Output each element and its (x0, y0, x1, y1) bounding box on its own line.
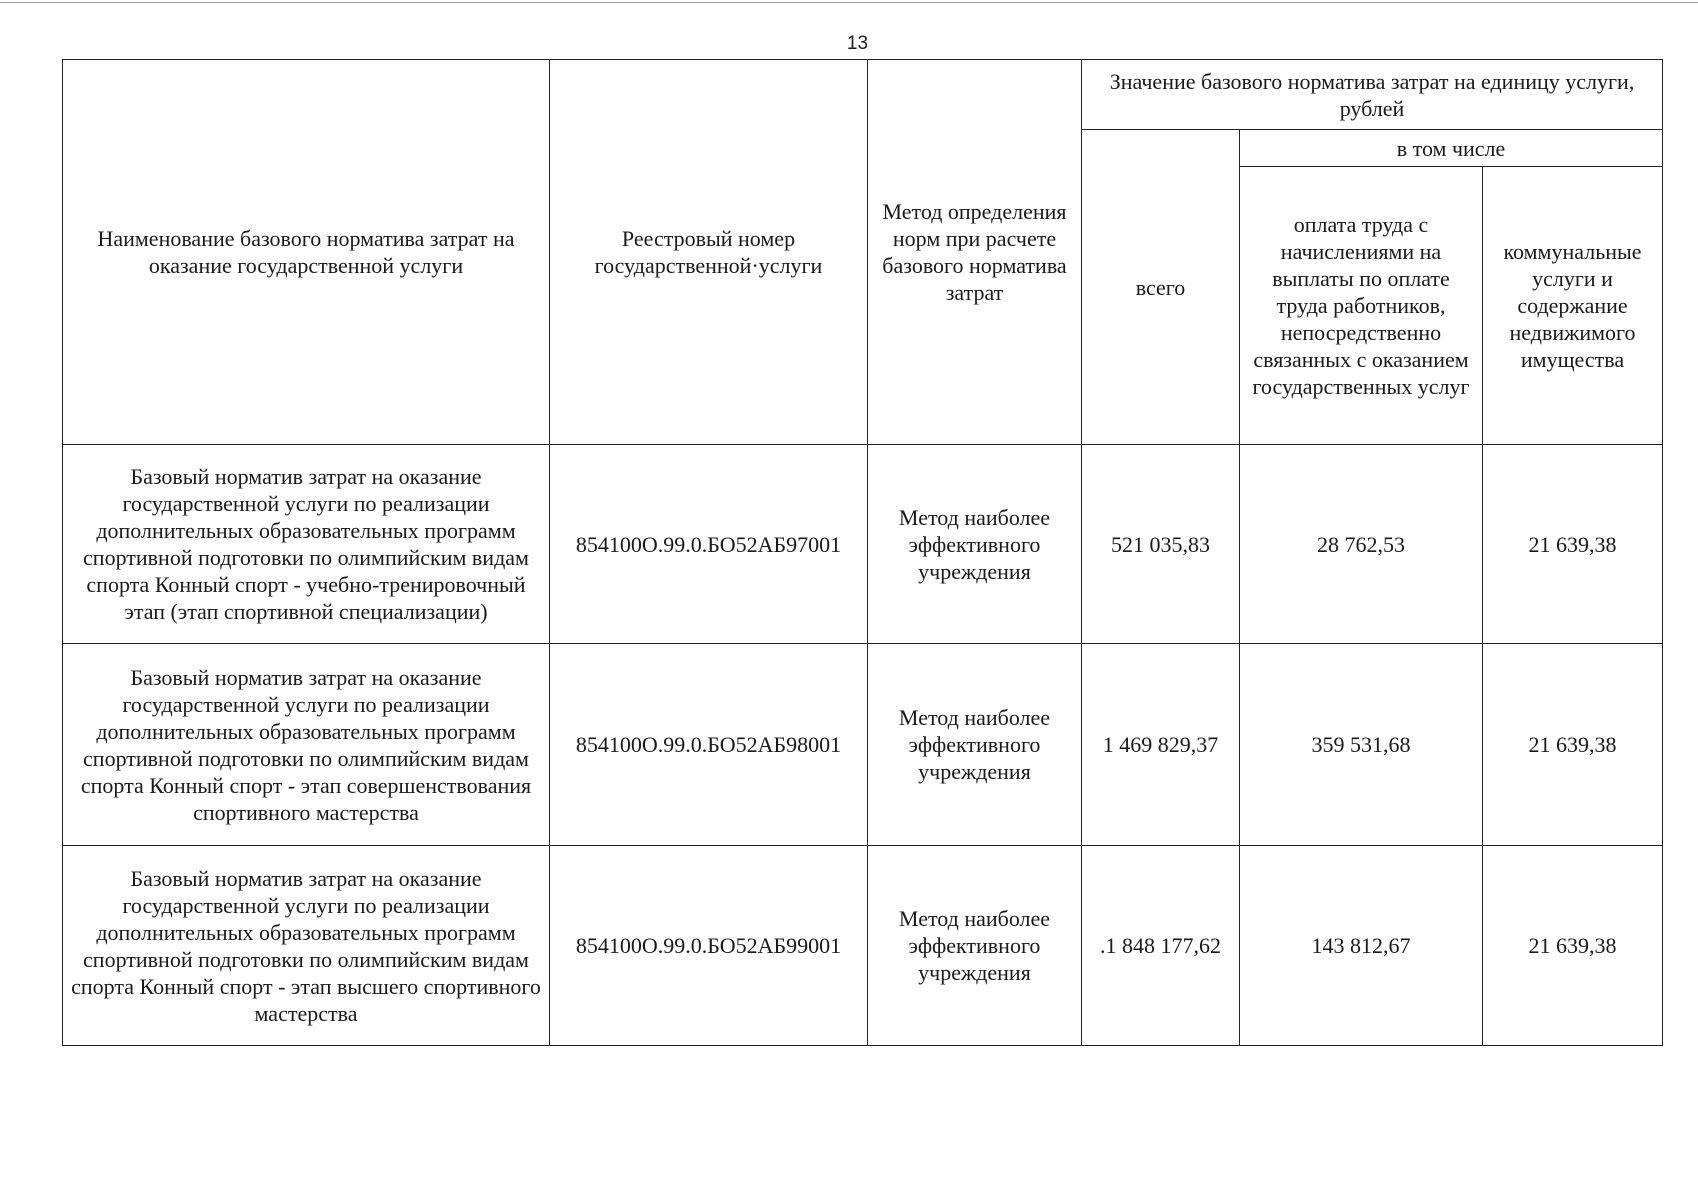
row-method: Метод наиболее эффективного учреждения (868, 445, 1082, 644)
header-total: всего (1082, 130, 1240, 445)
row-method: Метод наиболее эффективного учреждения (868, 846, 1082, 1046)
page-number: 13 (846, 33, 869, 54)
row-registry-number: 854100О.99.0.БО52АБ97001 (550, 445, 868, 644)
row-total: 521 035,83 (1082, 445, 1240, 644)
cost-norms-table (62, 59, 1663, 1046)
row-labor: 359 531,68 (1240, 644, 1483, 846)
header-method: Метод определения норм при расчете базового норматива затрат (868, 60, 1082, 445)
table-row (63, 445, 1663, 644)
row-labor: 28 762,53 (1240, 445, 1483, 644)
row-registry-number: 854100О.99.0.БО52АБ99001 (550, 846, 868, 1046)
row-total: 1 469 829,37 (1082, 644, 1240, 846)
row-method: Метод наиболее эффективного учреждения (868, 644, 1082, 846)
row-name: Базовый норматив затрат на оказание государственной услуги по реализации дополнительных образовательных программ спортивной подготовки по олимпийским видам спорта Конный спорт - этап высшего спортивного мастерства (63, 846, 550, 1046)
table-row (63, 644, 1663, 846)
header-utilities: коммунальные услуги и содержание недвижимого имущества (1483, 167, 1663, 445)
row-labor: 143 812,67 (1240, 846, 1483, 1046)
header-registry-number: Реестровый номер государственной·услуги (550, 60, 868, 445)
header-value-group: Значение базового норматива затрат на единицу услуги, рублей (1082, 60, 1663, 130)
row-utilities: 21 639,38 (1483, 445, 1663, 644)
row-name: Базовый норматив затрат на оказание государственной услуги по реализации дополнительных образовательных программ спортивной подготовки по олимпийским видам спорта Конный спорт - этап совершенствования спортивного мастерства (63, 644, 550, 846)
row-registry-number: 854100О.99.0.БО52АБ98001 (550, 644, 868, 846)
top-rule (0, 2, 1698, 3)
header-including: в том числе (1240, 130, 1663, 167)
row-utilities: 21 639,38 (1483, 644, 1663, 846)
header-labor: оплата труда с начислениями на выплаты по оплате труда работников, непосредственно связанных с оказанием государственных услуг (1240, 167, 1483, 445)
row-utilities: 21 639,38 (1483, 846, 1663, 1046)
header-name: Наименование базового норматива затрат на оказание государственной услуги (63, 60, 550, 445)
row-total: .1 848 177,62 (1082, 846, 1240, 1046)
table-row (63, 846, 1663, 1046)
row-name: Базовый норматив затрат на оказание государственной услуги по реализации дополнительных образовательных программ спортивной подготовки по олимпийским видам спорта Конный спорт - учебно-тренировочный этап (этап спортивной специализации) (63, 445, 550, 644)
